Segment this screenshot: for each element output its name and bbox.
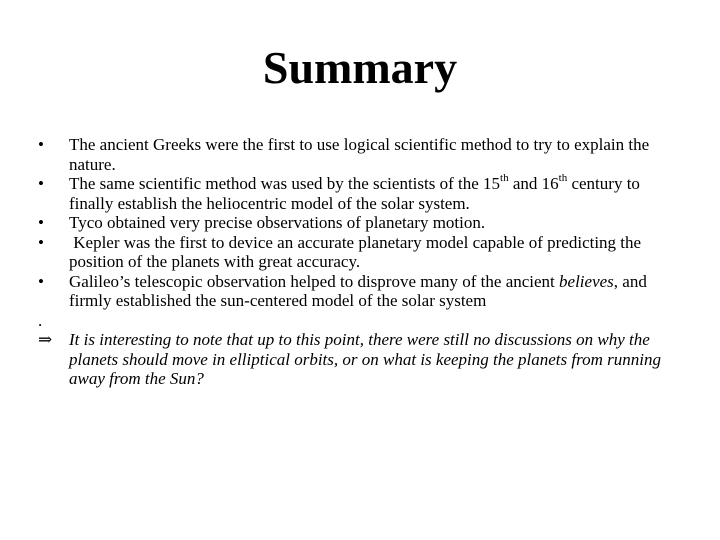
bullet-text-part: The same scientific method was used by the scientists of the 15: [69, 174, 501, 193]
bullet-text-part: , and firmly established the sun-centered model of the solar system: [69, 271, 647, 310]
superscript: th: [558, 172, 568, 185]
italic-text: believes: [559, 271, 614, 291]
bullet-text: [69, 174, 687, 213]
bullet-text-part: Galileo’s telescopic observation helped to disprove many of the ancient: [69, 271, 560, 291]
conclusion-text: It is interesting to note that up to this point, there were still no discussions on why the planets should move in elliptical orbits, or on what is keeping the planets from running away from the Sun?: [69, 330, 661, 388]
bullet-item-greeks: [37, 135, 687, 174]
slide-title: Summary: [262, 42, 458, 93]
bullet-text-part: and 16: [508, 174, 559, 193]
separator-dot: .: [38, 310, 43, 330]
superscript: th: [500, 172, 509, 185]
bullet-text: The ancient Greeks were the first to use logical scientific method to try to explain the nature.: [69, 135, 650, 174]
bullet-marker: •: [38, 271, 44, 291]
slide-body: [37, 135, 687, 389]
bullet-item-kepler: [37, 233, 687, 272]
conclusion-item: [37, 330, 687, 389]
bullet-marker: •: [38, 232, 44, 252]
implies-arrow-icon: ⇒: [38, 330, 53, 349]
bullet-marker: •: [38, 213, 44, 232]
bullet-item-galileo: [37, 272, 687, 311]
bullet-text: Kepler was the first to device an accurate planetary model capable of predicting the position of the planets with great accuracy.: [69, 232, 646, 271]
bullet-text-part: century to finally establish the heliocentric model of the solar system.: [69, 174, 640, 213]
bullet-text: [69, 272, 687, 311]
bullet-text: Tyco obtained very precise observations of planetary motion.: [69, 213, 486, 232]
bullet-marker: •: [38, 174, 44, 193]
bullet-item-tyco: [37, 213, 687, 233]
bullet-marker: •: [38, 135, 44, 154]
separator-line: [37, 311, 687, 331]
bullet-item-scientific-method: [37, 174, 687, 213]
